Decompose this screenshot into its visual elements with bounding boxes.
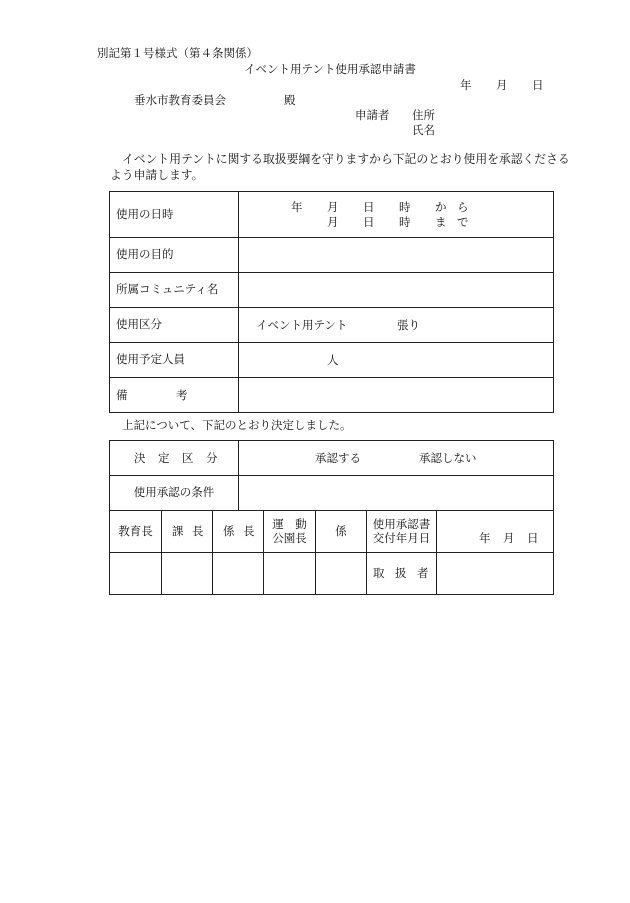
unit-chief-stamp[interactable] — [213, 553, 264, 595]
dt-ka: か — [435, 200, 447, 214]
section-chief-stamp[interactable] — [162, 553, 213, 595]
intro-line-2: よう申請します。 — [110, 168, 204, 182]
dt-year: 年 — [291, 200, 303, 214]
park-chief-label — [264, 511, 316, 553]
decision-table — [109, 440, 554, 511]
community-label: 所属コミュニティ名 — [110, 273, 239, 308]
handler-char-1: 取 — [373, 566, 385, 580]
date-year: 年 — [460, 78, 472, 92]
unit-chief-char-1: 係 — [223, 524, 235, 538]
unit-chief-char-2: 長 — [243, 524, 255, 538]
honorific: 殿 — [284, 93, 296, 107]
dt-day: 日 — [363, 200, 375, 214]
dt-ra: ら — [457, 200, 469, 214]
section-chief-char-1: 課 — [172, 524, 184, 538]
park-chief-line-2: 公園長 — [272, 530, 307, 545]
document-title: イベント用テント使用承認申請書 — [244, 62, 416, 76]
applicant-label: 申請者 — [355, 108, 390, 122]
people-unit: 人 — [327, 353, 339, 367]
conditions-field[interactable] — [239, 476, 554, 511]
people-cell — [239, 343, 554, 378]
superintendent-stamp[interactable] — [110, 553, 162, 595]
category-cell — [239, 308, 554, 343]
handler-char-2: 扱 — [395, 566, 407, 580]
handler-char-3: 者 — [417, 566, 429, 580]
remarks-char-1: 備 — [116, 388, 128, 402]
intro-line-1: イベント用テントに関する取扱要綱を守りますから下記のとおり使用を承認くださる — [122, 152, 570, 166]
community-field[interactable] — [239, 273, 554, 308]
dt-hour: 時 — [399, 200, 411, 214]
dt-hour-2: 時 — [399, 215, 411, 229]
table-row — [110, 192, 554, 238]
dt-ma: ま — [435, 215, 447, 229]
table-row — [110, 476, 554, 511]
not-approve-option[interactable]: 承認しない — [419, 451, 477, 465]
class-char-1: 決 — [134, 451, 146, 465]
dt-month-2: 月 — [327, 215, 339, 229]
issue-day: 日 — [527, 531, 539, 545]
addressee: 垂水市教育委員会 — [134, 93, 226, 107]
conditions-label: 使用承認の条件 — [110, 476, 239, 511]
remarks-char-2: 考 — [176, 388, 188, 402]
datetime-cell — [239, 192, 554, 238]
table-row — [110, 511, 554, 553]
class-char-3: 区 — [182, 451, 194, 465]
handler-label — [367, 553, 437, 595]
name-label: 氏名 — [412, 123, 435, 137]
class-char-4: 分 — [206, 451, 218, 465]
people-label: 使用予定人員 — [110, 343, 239, 378]
approval-table — [109, 510, 554, 595]
category-label: 使用区分 — [110, 308, 239, 343]
approve-option[interactable]: 承認する — [315, 451, 361, 465]
remarks-label — [110, 378, 239, 413]
superintendent-label: 教育長 — [110, 511, 162, 553]
dt-day-2: 日 — [363, 215, 375, 229]
address-label: 住所 — [412, 108, 435, 122]
category-item: イベント用テント — [256, 318, 348, 332]
decision-class-label — [110, 441, 239, 476]
dt-de: で — [457, 215, 469, 229]
table-row — [110, 441, 554, 476]
park-chief-stamp[interactable] — [264, 553, 316, 595]
purpose-label: 使用の目的 — [110, 238, 239, 273]
issue-label-line-2: 交付年月日 — [372, 530, 431, 545]
category-unit: 張り — [397, 318, 420, 332]
table-row — [110, 273, 554, 308]
decision-options — [239, 441, 554, 476]
table-row — [110, 343, 554, 378]
issue-date-cell — [437, 511, 554, 553]
class-char-2: 定 — [158, 451, 170, 465]
park-chief-line-1: 運 動 — [272, 517, 307, 532]
issue-label-line-1: 使用承認書 — [372, 517, 431, 532]
section-chief-char-2: 長 — [192, 524, 204, 538]
purpose-field[interactable] — [239, 238, 554, 273]
unit-chief-label — [213, 511, 264, 553]
date-day: 日 — [532, 78, 544, 92]
application-table — [109, 191, 554, 413]
staff-label: 係 — [316, 511, 367, 553]
table-row — [110, 553, 554, 595]
handler-field[interactable] — [437, 553, 554, 595]
issue-year: 年 — [479, 531, 491, 545]
table-row — [110, 378, 554, 413]
form-number: 別記第１号様式（第４条関係） — [97, 46, 258, 60]
issue-month: 月 — [503, 531, 515, 545]
issue-date-label — [367, 511, 437, 553]
date-month: 月 — [496, 78, 508, 92]
remarks-field[interactable] — [239, 378, 554, 413]
section-chief-label — [162, 511, 213, 553]
dt-month: 月 — [327, 200, 339, 214]
staff-stamp[interactable] — [316, 553, 367, 595]
datetime-label: 使用の日時 — [110, 192, 239, 238]
table-row — [110, 238, 554, 273]
table-row — [110, 308, 554, 343]
decision-intro: 上記について、下記のとおり決定しました。 — [122, 418, 352, 432]
